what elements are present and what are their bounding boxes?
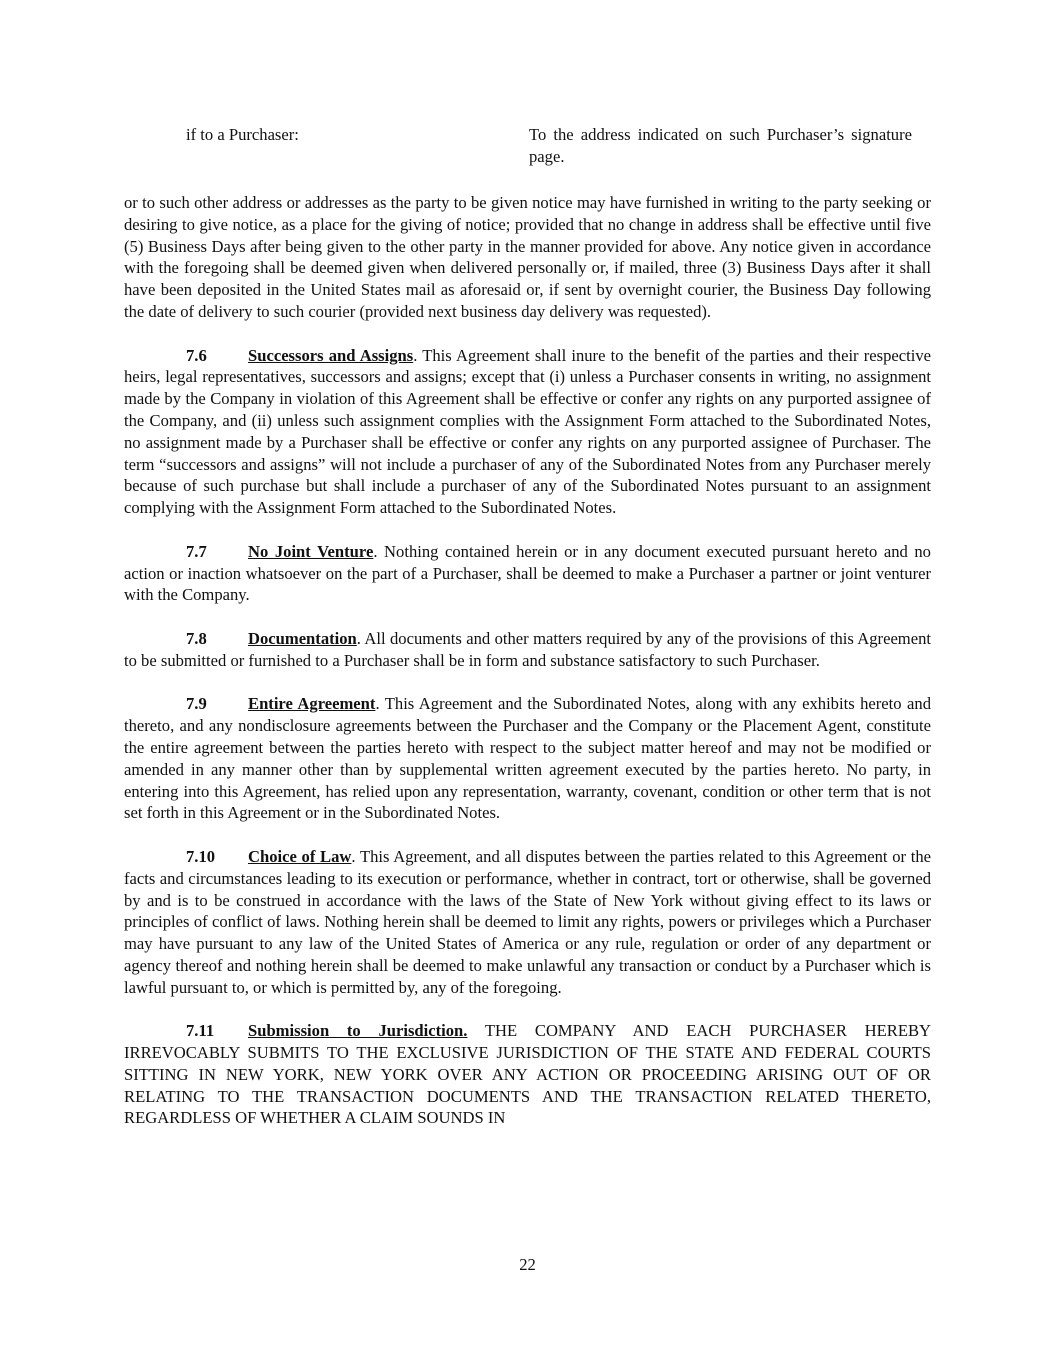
section-7-7 <box>124 541 931 606</box>
section-number: 7.8 <box>186 628 207 648</box>
section-body: THE COMPANY AND EACH PURCHASER HEREBY IRREVOCABLY SUBMITS TO THE EXCLUSIVE JURISDICTION OF THE STATE AND FEDERAL COURTS SITTING IN NEW YORK, NEW YORK OVER ANY ACTION OR PROCEEDING ARISING OUT OF OR RELATING TO THE TRANSACTION DOCUMENTS AND THE TRANSACTION RELATED THERETO, REGARDLESS OF WHETHER A CLAIM SOUNDS IN <box>124 1021 932 1128</box>
section-body: Nothing contained herein or in any document executed pursuant hereto and no action or inaction whatsoever on the part of a Purchaser, shall be deemed to make a Purchaser a partner or joint venturer with the Company. <box>124 541 931 605</box>
section-number: 7.9 <box>186 694 207 714</box>
section-body: All documents and other matters required by any of the provisions of this Agreement to be submitted or furnished to a Purchaser shall be in form and substance satisfactory to such Purchaser. <box>124 628 931 670</box>
section-7-10 <box>124 846 931 999</box>
section-body: This Agreement and the Subordinated Notes, along with any exhibits hereto and thereto, and any nondisclosure agreements between the Purchaser and the Company or the Placement Agent, constitute the entire agreement between the parties hereto with respect to the subject matter hereof and may not be modified or amended in any manner other than by supplemental written agreement executed by the parties hereto. No party, in entering into this Agreement, has relied upon any representation, warranty, covenant, condition or other term that is not set forth in this Agreement or in the Subordinated Notes. <box>124 694 931 823</box>
page-number: 22 <box>519 1255 536 1274</box>
section-7-8 <box>124 628 931 672</box>
section-number: 7.11 <box>186 1021 215 1041</box>
section-body: This Agreement, and all disputes between the parties related to this Agreement or the facts and circumstances leading to its execution or performance, whether in contract, tort or otherwise, shall be governed by and is to be construed in accordance with the laws of the State of New York without giving effect to its laws or principles of conflict of laws. Nothing herein shall be deemed to limit any rights, powers or privileges which a Purchaser may have pursuant to any law of the United States of America or any rule, regulation or order of any department or agency thereof and nothing herein shall be deemed to make unlawful any transaction or conduct by a Purchaser which is lawful pursuant to, or which is permitted by, any of the foregoing. <box>124 846 931 997</box>
notice-paragraph: or to such other address or addresses as the party to be given notice may have furnished in writing to the party seeking or desiring to give notice, as a place for the giving of notice; provided that no change in address shall be effective until five (5) Business Days after being given to the other party in the manner provided for above. Any notice given in accordance with the foregoing shall be deemed given when delivered personally or, if mailed, three (3) Business Days after it shall have been deposited in the United States mail as aforesaid or, if sent by overnight courier, the Business Day following the date of delivery to such courier (provided next business day delivery was requested). <box>124 193 931 321</box>
section-title: Documentation <box>248 628 357 648</box>
section-title-punct: . <box>413 345 418 365</box>
section-title: Entire Agreement <box>248 694 376 714</box>
section-number: 7.10 <box>186 846 216 866</box>
section-title-punct: . <box>356 628 361 648</box>
document-page <box>124 124 931 1151</box>
section-body: This Agreement shall inure to the benefit of the parties and their respective heirs, legal representatives, successors and assigns; except that (i) unless a Purchaser consents in writing, no assignment made by the Company in violation of this Agreement shall be effective or confer any rights on any purported assignee of the Company, and (ii) unless such assignment complies with the Assignment Form attached to the Subordinated Notes, no assignment made by a Purchaser shall be effective or confer any rights on any purported assignee of Purchaser. The term “successors and assigns” will not include a purchaser of any of the Subordinated Notes from any Purchaser merely because of such purchase but shall include a purchaser of any of the Subordinated Notes pursuant to an assignment complying with the Assignment Form attached to the Subordinated Notes. <box>124 345 931 518</box>
section-7-11 <box>124 1020 931 1129</box>
notice-address-row <box>124 124 931 168</box>
section-title: Successors and Assigns <box>248 345 414 365</box>
section-7-9 <box>124 693 931 824</box>
section-7-6 <box>124 345 931 519</box>
section-title-punct: . <box>375 694 380 714</box>
section-title: Choice of Law <box>248 846 352 866</box>
section-title-punct: . <box>373 541 378 561</box>
notice-address-value: To the address indicated on such Purchaser’s signature page. <box>529 125 912 166</box>
section-title-punct: . <box>351 846 356 866</box>
notice-recipient-label: if to a Purchaser: <box>186 125 299 144</box>
section-number: 7.7 <box>186 541 207 561</box>
section-number: 7.6 <box>186 345 207 365</box>
section-title: Submission to Jurisdiction. <box>248 1021 468 1041</box>
section-title: No Joint Venture <box>248 541 374 561</box>
